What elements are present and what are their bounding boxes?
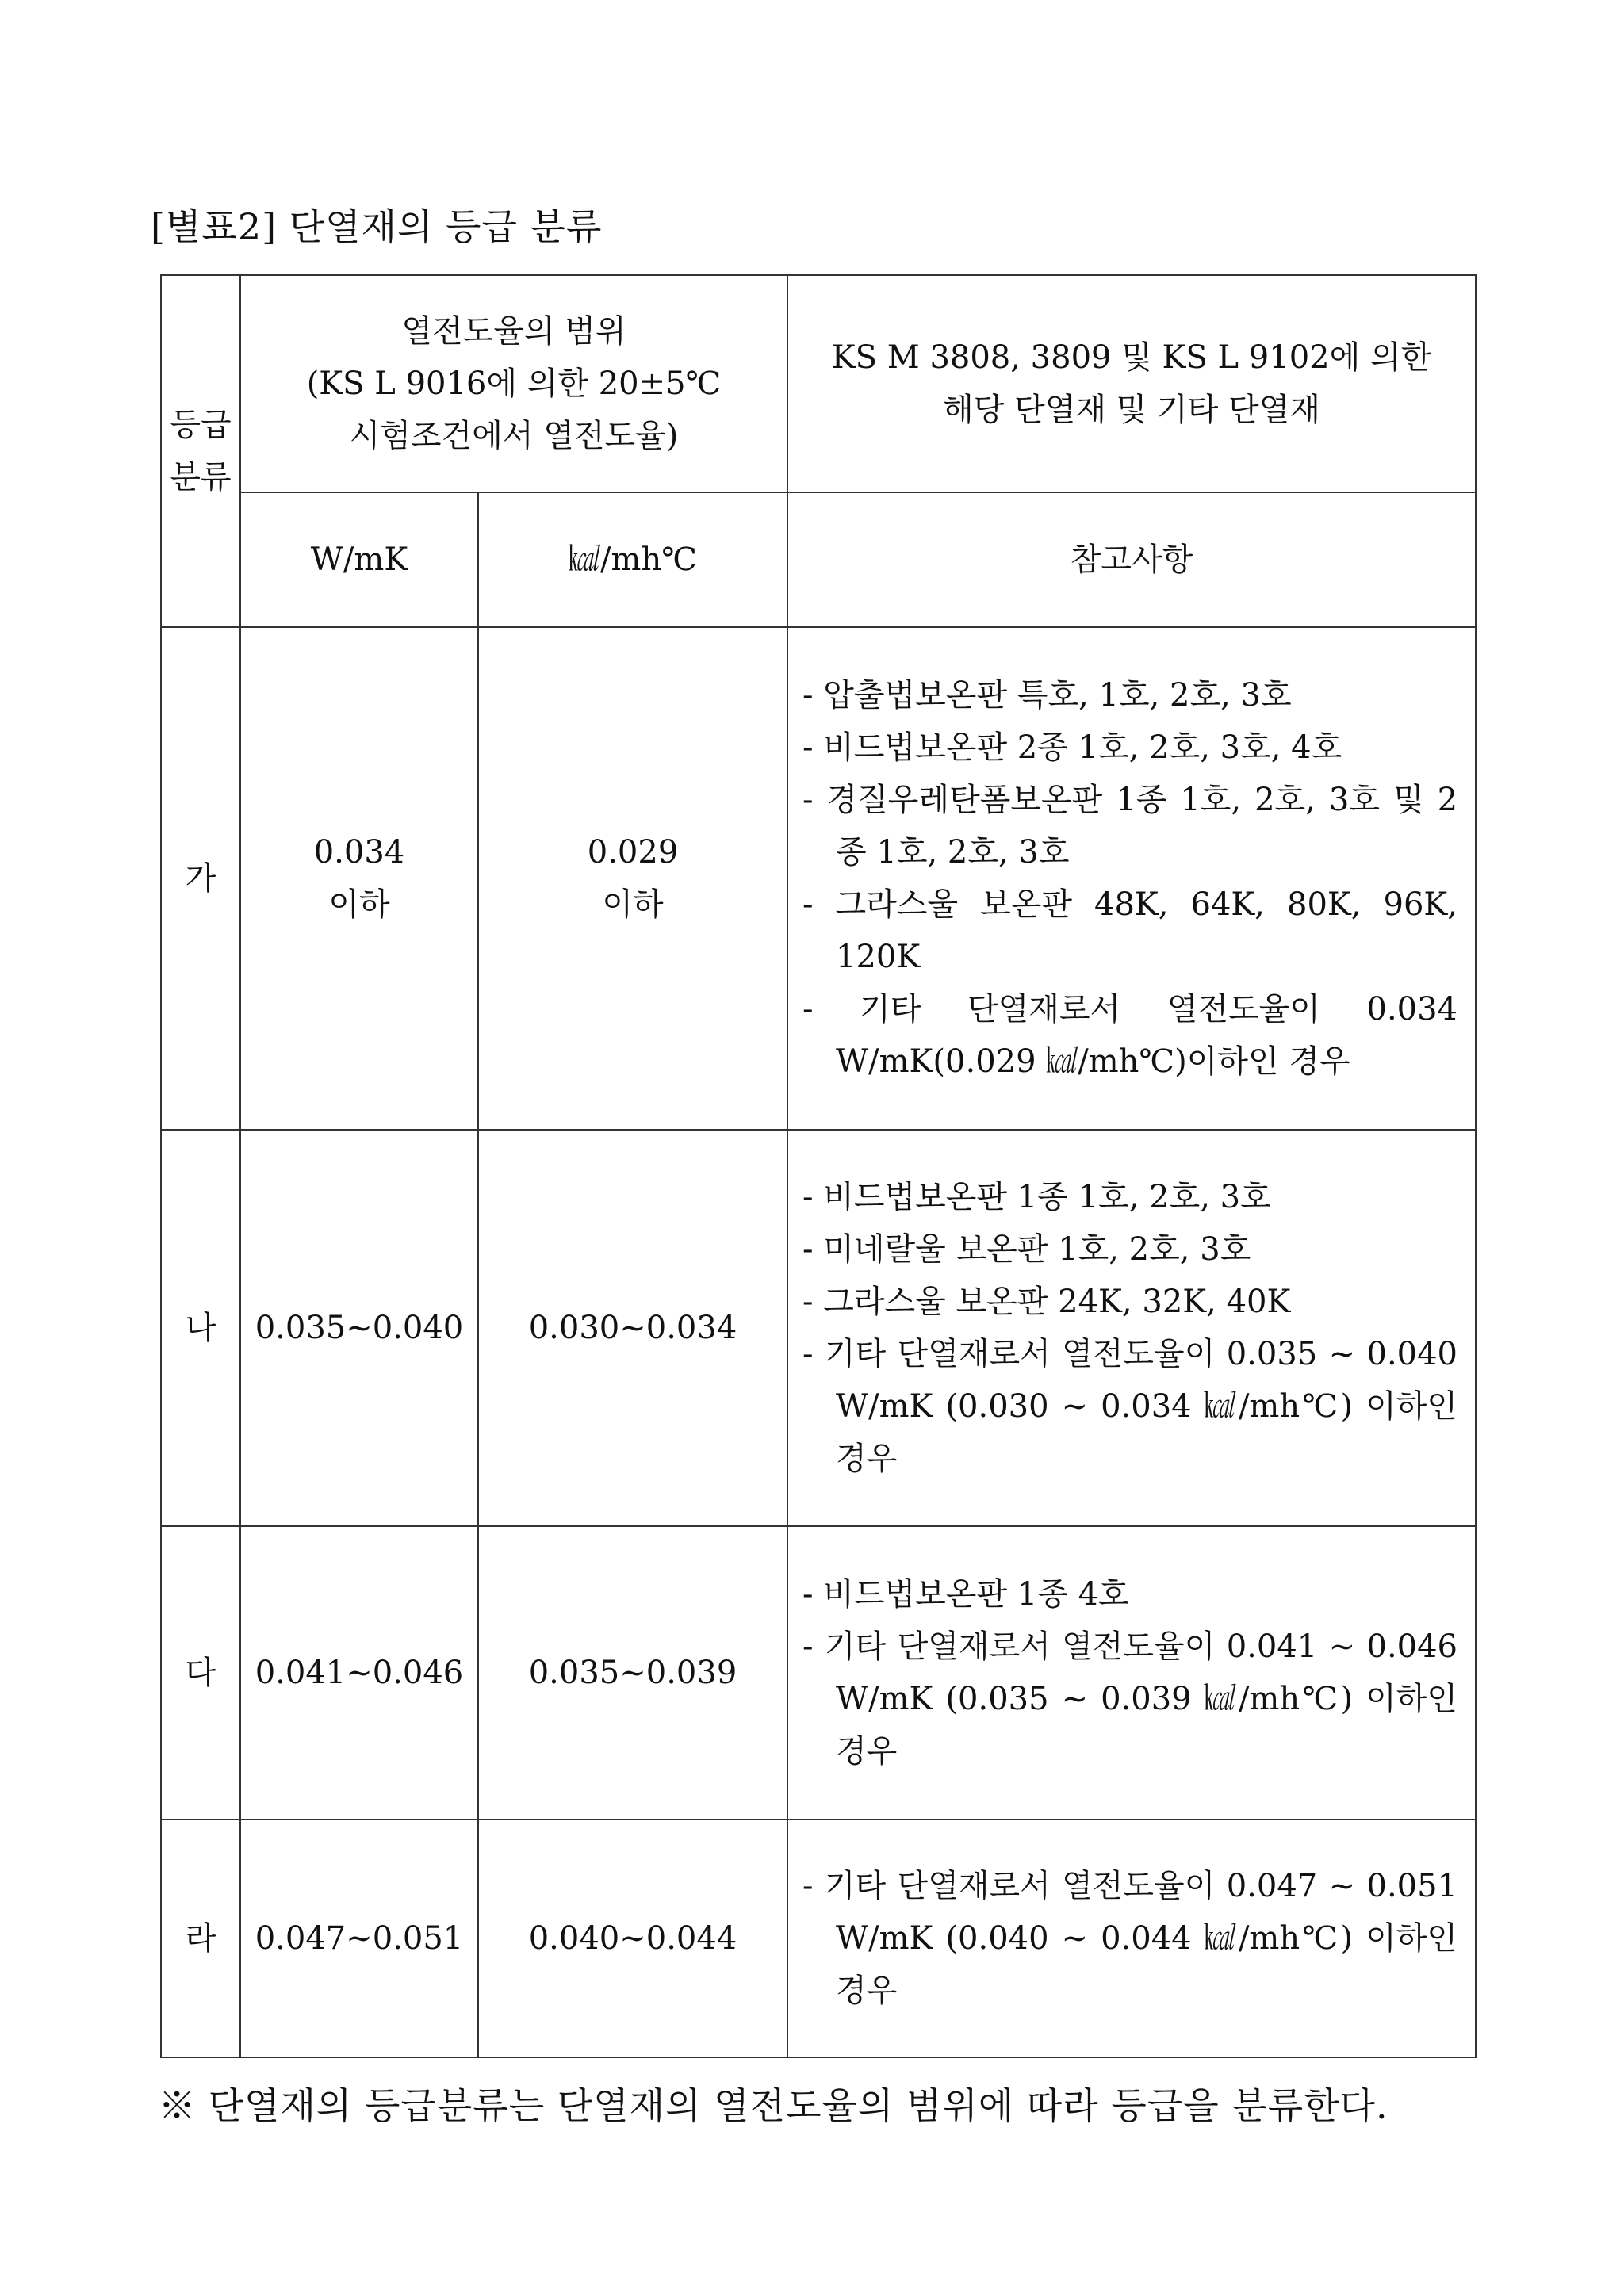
notes-list: [788, 1568, 1475, 1777]
header-row-2: [161, 492, 1476, 627]
wmk-range: 0.047~0.051: [255, 1920, 464, 1957]
grade-cell: 라: [161, 1820, 240, 2057]
unit-wmk-header: W/mK: [240, 492, 478, 627]
wmk-qualifier: 이하: [328, 886, 390, 923]
note-item: - 기타 단열재로서 열전도율이 0.047 ~ 0.051 W/mK (0.040 ~ 0.044 ㎉/mh℃) 이하인 경우: [802, 1868, 1458, 2009]
notes-list: [788, 1171, 1475, 1485]
range-header-line1: 열전도율의 범위: [401, 313, 626, 350]
unit-kcal-header: ㎉/mh℃: [478, 492, 787, 627]
note-item: - 미네랄울 보온판 1호, 2호, 3호: [802, 1231, 1251, 1268]
kcal-range: 0.030~0.034: [528, 1310, 737, 1346]
ks-header-cell: [787, 275, 1476, 492]
grade-cell: 가: [161, 627, 240, 1130]
notes-list: [788, 1860, 1475, 2017]
range-header-line3: 시험조건에서 열전도율): [349, 418, 679, 454]
grade-header-line2: 분류: [170, 459, 232, 496]
range-header-line2: (KS L 9016에 의한 20±5℃: [306, 365, 722, 402]
range-header-cell: [240, 275, 787, 492]
kcal-cell: [478, 1820, 787, 2057]
grade-cell: 다: [161, 1526, 240, 1820]
grade-row-da: [161, 1526, 1476, 1820]
wmk-range: 0.041~0.046: [255, 1655, 464, 1691]
wmk-cell: [240, 1820, 478, 2057]
notes-header: 참고사항: [787, 492, 1476, 627]
wmk-cell: [240, 1130, 478, 1526]
note-item: - 기타 단열재로서 열전도율이 0.035 ~ 0.040 W/mK (0.030 ~ 0.034 ㎉/mh℃) 이하인 경우: [802, 1336, 1458, 1477]
note-item: - 기타 단열재로서 열전도율이 0.041 ~ 0.046 W/mK (0.035 ~ 0.039 ㎉/mh℃) 이하인 경우: [802, 1628, 1458, 1770]
notes-cell: [787, 1130, 1476, 1526]
grade-header-line1: 등급: [170, 407, 232, 443]
kcal-value: 0.029: [587, 834, 679, 871]
grade-row-na: [161, 1130, 1476, 1526]
kcal-qualifier: 이하: [602, 886, 664, 923]
note-item: - 비드법보온판 2종 1호, 2호, 3호, 4호: [802, 729, 1342, 766]
note-item: - 비드법보온판 1종 1호, 2호, 3호: [802, 1179, 1271, 1215]
grade-header-cell: [161, 275, 240, 627]
notes-cell: [787, 627, 1476, 1130]
wmk-range: 0.035~0.040: [255, 1310, 464, 1346]
kcal-range: 0.035~0.039: [528, 1655, 737, 1691]
grade-classification-table: [160, 274, 1477, 2058]
note-item: - 압출법보온판 특호, 1호, 2호, 3호: [802, 677, 1292, 714]
ks-header-line2: 해당 단열재 및 기타 단열재: [943, 392, 1320, 428]
note-item: - 기타 단열재로서 열전도율이 0.034 W/mK(0.029 ㎉/mh℃)이하인 경우: [802, 991, 1458, 1080]
kcal-cell: [478, 627, 787, 1130]
wmk-value: 0.034: [313, 834, 405, 871]
note-item: - 그라스울 보온판 48K, 64K, 80K, 96K, 120K: [802, 886, 1458, 975]
grade-cell: 나: [161, 1130, 240, 1526]
note-item: - 경질우레탄폼보온판 1종 1호, 2호, 3호 및 2종 1호, 2호, 3호: [802, 782, 1458, 871]
wmk-cell: [240, 1526, 478, 1820]
kcal-cell: [478, 1130, 787, 1526]
grade-row-ga: [161, 627, 1476, 1130]
notes-cell: [787, 1526, 1476, 1820]
notes-cell: [787, 1820, 1476, 2057]
grade-row-ra: [161, 1820, 1476, 2057]
wmk-cell: [240, 627, 478, 1130]
kcal-range: 0.040~0.044: [528, 1920, 737, 1957]
notes-list: [788, 669, 1475, 1088]
note-item: - 비드법보온판 1종 4호: [802, 1576, 1129, 1613]
footnote: ※ 단열재의 등급분류는 단열재의 열전도율의 범위에 따라 등급을 분류한다.: [159, 2084, 1388, 2127]
kcal-cell: [478, 1526, 787, 1820]
page-title: [별표2] 단열재의 등급 분류: [151, 205, 603, 248]
ks-header-line1: KS M 3808, 3809 및 KS L 9102에 의한: [831, 339, 1432, 376]
note-item: - 그라스울 보온판 24K, 32K, 40K: [802, 1284, 1291, 1320]
header-row-1: [161, 275, 1476, 492]
